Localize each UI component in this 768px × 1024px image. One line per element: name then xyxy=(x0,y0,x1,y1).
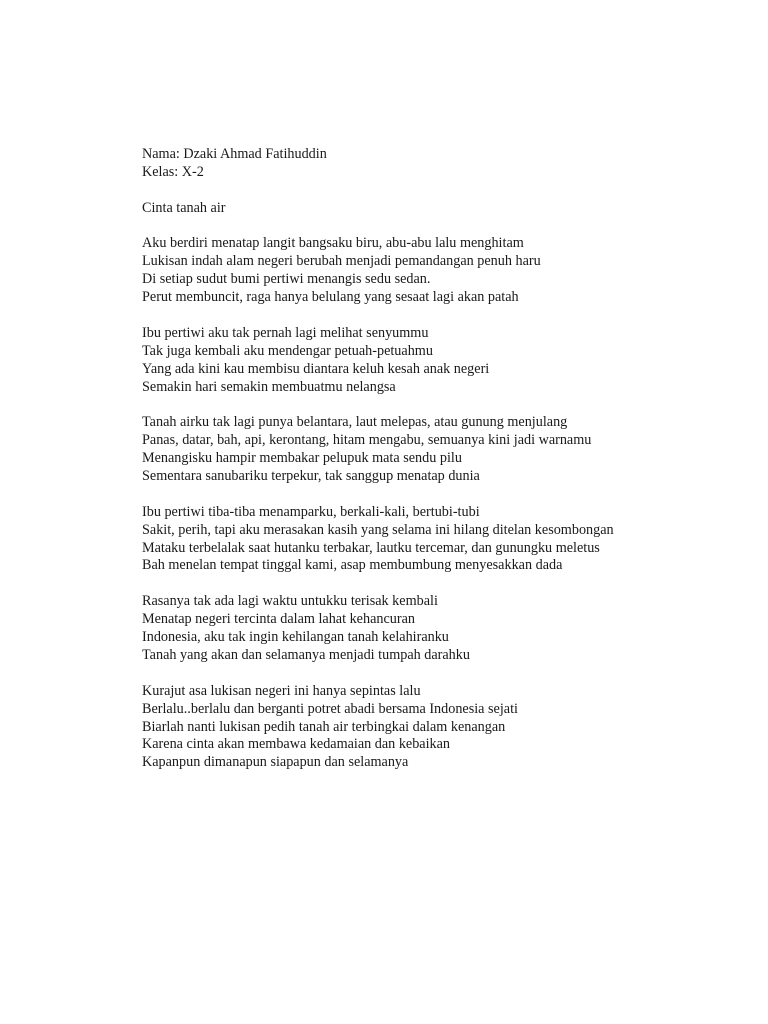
poem-line: Rasanya tak ada lagi waktu untukku terisak kembali xyxy=(142,593,438,610)
poem-line: Kapanpun dimanapun siapapun dan selamanya xyxy=(142,754,409,771)
stanza-3 xyxy=(142,414,742,486)
poem-line: Yang ada kini kau membisu diantara keluh kesah anak negeri xyxy=(142,360,490,377)
spacer xyxy=(142,575,742,593)
spacer xyxy=(142,486,742,504)
poem-line: Aku berdiri menatap langit bangsaku biru, abu-abu lalu menghitam xyxy=(142,235,524,252)
poem-line: Sakit, perih, tapi aku merasakan kasih yang selama ini hilang ditelan kesombongan xyxy=(142,521,614,538)
poem-line: Tak juga kembali aku mendengar petuah-petuahmu xyxy=(142,342,433,359)
poem-line: Menangisku hampir membakar pelupuk mata sendu pilu xyxy=(142,450,462,467)
stanza-5 xyxy=(142,593,742,665)
poem-line: Kurajut asa lukisan negeri ini hanya sepintas lalu xyxy=(142,682,421,699)
poem-line: Panas, datar, bah, api, kerontang, hitam mengabu, semuanya kini jadi warnamu xyxy=(142,432,592,449)
spacer xyxy=(142,218,742,236)
poem-line: Tanah yang akan dan selamanya menjadi tumpah darahku xyxy=(142,646,470,663)
poem-line: Ibu pertiwi tiba-tiba menamparku, berkali-kali, bertubi-tubi xyxy=(142,503,480,520)
poem-line: Indonesia, aku tak ingin kehilangan tanah kelahiranku xyxy=(142,629,449,646)
poem-line: Semakin hari semakin membuatmu nelangsa xyxy=(142,378,396,395)
stanza-1 xyxy=(142,235,742,307)
poem-line: Tanah airku tak lagi punya belantara, laut melepas, atau gunung menjulang xyxy=(142,414,568,431)
student-class: Kelas: X-2 xyxy=(142,163,204,180)
spacer xyxy=(142,396,742,414)
poem-title: Cinta tanah air xyxy=(142,199,226,216)
poem-line: Menatap negeri tercinta dalam lahat kehancuran xyxy=(142,611,415,628)
stanza-6 xyxy=(142,683,742,772)
poem-line: Bah menelan tempat tinggal kami, asap membumbung menyesakkan dada xyxy=(142,557,563,574)
poem-line: Karena cinta akan membawa kedamaian dan kebaikan xyxy=(142,736,451,753)
poem-line: Lukisan indah alam negeri berubah menjadi pemandangan penuh haru xyxy=(142,253,541,270)
student-name: Nama: Dzaki Ahmad Fatihuddin xyxy=(142,146,327,162)
poem-line: Ibu pertiwi aku tak pernah lagi melihat senyummu xyxy=(142,324,429,341)
poem-line: Berlalu..berlalu dan berganti potret abadi bersama Indonesia sejati xyxy=(142,700,518,717)
poem-line: Biarlah nanti lukisan pedih tanah air terbingkai dalam kenangan xyxy=(142,718,506,735)
document-page xyxy=(142,146,742,772)
spacer xyxy=(142,665,742,683)
poem-line: Di setiap sudut bumi pertiwi menangis sedu sedan. xyxy=(142,271,431,288)
poem-line: Perut membuncit, raga hanya belulang yang sesaat lagi akan patah xyxy=(142,289,519,306)
stanza-2 xyxy=(142,325,742,397)
poem-line: Sementara sanubariku terpekur, tak sanggup menatap dunia xyxy=(142,468,480,485)
stanza-4 xyxy=(142,504,742,576)
poem-line: Mataku terbelalak saat hutanku terbakar, lautku tercemar, dan gunungku meletus xyxy=(142,539,600,556)
spacer xyxy=(142,182,742,200)
spacer xyxy=(142,307,742,325)
